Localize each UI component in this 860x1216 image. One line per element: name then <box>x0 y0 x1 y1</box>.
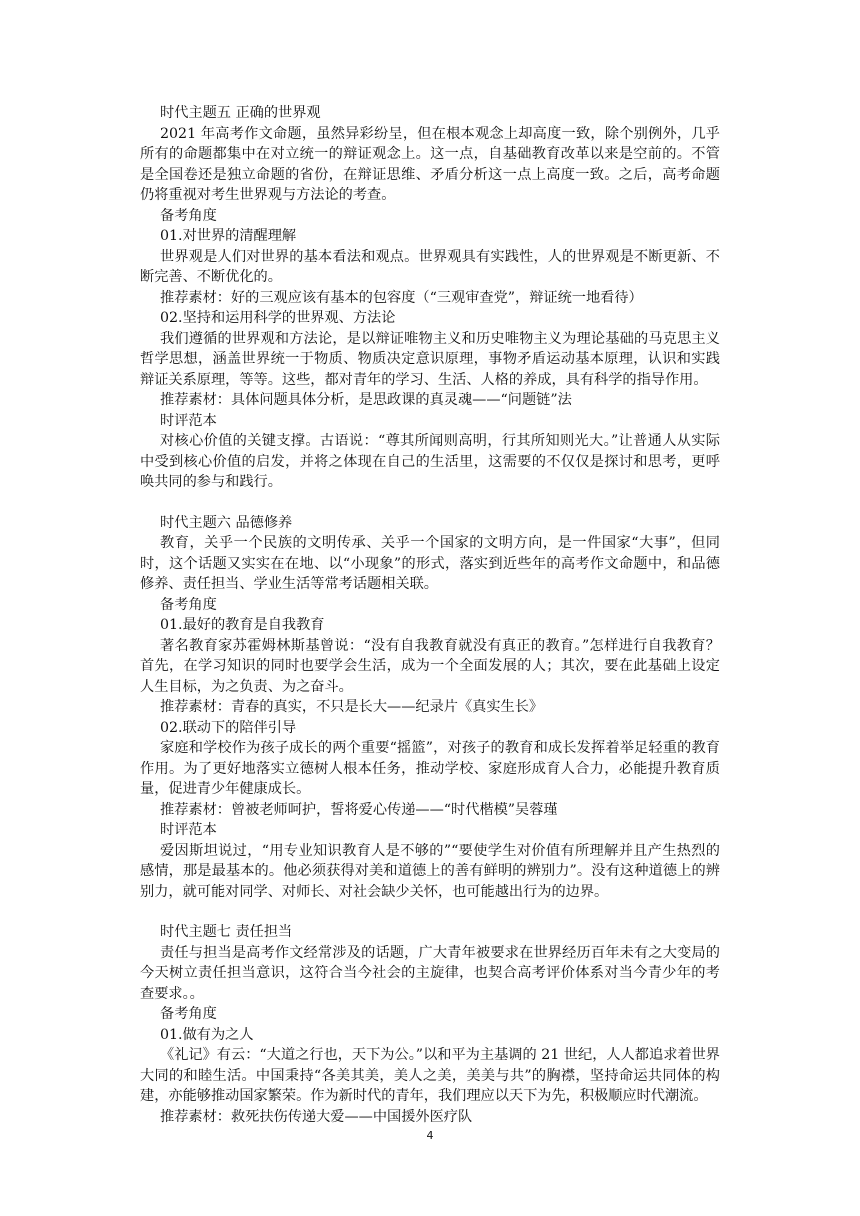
prep-label: 备考角度 <box>160 596 217 613</box>
angle-body: 《礼记》有云：“大道之行也，天下为公。”以和平为主基调的 21 世纪，人人都追求着世界大同的和睦生活。中国秉持“各美其美，美人之美，美美与共”的胸襟，坚持命运共同体的构建，亦能够推动国家繁荣。作为新时代的青年，我们理应以天下为先，积极顺应时代潮流。 <box>140 1047 720 1104</box>
section-intro: 责任与担当是高考作文经常涉及的话题，广大青年被要求在世界经历百年未有之大变局的今天树立责任担当意识，这符合当今社会的主旋律，也契合高考评价体系对当今青少年的考查要求。。 <box>140 944 720 1002</box>
angle-body: 我们遵循的世界观和方法论，是以辩证唯物主义和历史唯物主义为理论基础的马克思主义哲学思想，涵盖世界统一于物质、物质决定意识原理，事物矛盾运动基本原理，认识和实践辩证关系原理，等等。这些，都对青年的学习、生活、人格的养成，具有科学的指导作用。 <box>140 330 720 388</box>
section-intro: 教育，关乎一个民族的文明传承、关乎一个国家的文明方向，是一件国家“大事”，但同时，这个话题又实实在在地、以“小现象”的形式，落实到近些年的高考作文命题中，和品德修养、责任担当、学业生活等常考话题相关联。 <box>140 535 720 592</box>
section-theme-7 <box>140 922 720 1127</box>
review-text: 爱因斯坦说过，“用专业知识教育人是不够的”“要使学生对价值有所理解并且产生热烈的感情，那是最基本的。他必须获得对美和道德上的善有鲜明的辨别力”。没有这种道德上的辨别力，就可能对同学、对师长、对社会缺少关怀，也可能越出行为的边界。 <box>140 842 720 900</box>
angle-body: 家庭和学校作为孩子成长的两个重要“摇篮”，对孩子的教育和成长发挥着举足轻重的教育作用。为了更好地落实立德树人根本任务，推动学校、家庭形成育人合力，必能提升教育质量，促进青少年健康成长。 <box>140 740 720 797</box>
angle-title: 01.最好的教育是自我教育 <box>160 617 325 633</box>
section-title: 时代主题五 正确的世界观 <box>160 105 321 121</box>
angle-title: 01.对世界的清醒理解 <box>160 228 297 244</box>
review-text: 对核心价值的关键支撑。古语说：“尊其所闻则高明，行其所知则光大。”让普通人从实际中受到核心价值的启发，并将之体现在自己的生活里，这需要的不仅仅是探讨和思考，更呼唤共同的参与和践行。 <box>140 433 720 490</box>
angle-title: 02.坚持和运用科学的世界观、方法论 <box>160 310 396 326</box>
recommended-material: 推荐素材：好的三观应该有基本的包容度（“三观审查党”，辩证统一地看待） <box>160 289 643 306</box>
section-theme-6 <box>140 513 720 903</box>
recommended-material: 推荐素材：青春的真实，不只是长大——纪录片《真实生长》 <box>160 699 544 715</box>
prep-label: 备考角度 <box>160 1006 217 1022</box>
section-title: 时代主题六 品德修养 <box>160 514 293 531</box>
review-label: 时评范本 <box>160 822 217 838</box>
angle-body: 世界观是人们对世界的基本看法和观点。世界观具有实践性，人的世界观是不断更新、不断完善、不断优化的。 <box>140 248 720 285</box>
angle-body: 著名教育家苏霍姆林斯基曾说：“没有自我教育就没有真正的教育。”怎样进行自我教育？首先，在学习知识的同时也要学会生活，成为一个全面发展的人；其次，要在此基础上设定人生目标，为之负责、为之奋斗。 <box>140 637 720 695</box>
section-theme-5 <box>140 103 720 493</box>
document-body <box>140 103 720 1127</box>
angle-title: 01.做有为之人 <box>160 1026 254 1043</box>
prep-label: 备考角度 <box>160 207 217 224</box>
recommended-material: 推荐素材：救死扶伤传递大爱——中国援外医疗队 <box>160 1108 473 1125</box>
angle-title: 02.联动下的陪伴引导 <box>160 719 297 736</box>
recommended-material: 推荐素材：曾被老师呵护，誓将爱心传递——“时代楷模”吴蓉瑾 <box>160 801 558 818</box>
review-label: 时评范本 <box>160 412 217 429</box>
page-number: 4 <box>426 1129 434 1142</box>
section-intro: 2021 年高考作文命题，虽然异彩纷呈，但在根本观念上却高度一致，除个别例外，几乎所有的命题都集中在对立统一的辩证观念上。这一点，自基础教育改革以来是空前的。不管是全国卷还是独立命题的省份，在辩证思维、矛盾分析这一点上高度一致。之后，高考命题仍将重视对考生世界观与方法论的考查。 <box>140 125 720 203</box>
recommended-material: 推荐素材：具体问题具体分析，是思政课的真灵魂——“问题链”法 <box>160 392 572 408</box>
section-title: 时代主题七 责任担当 <box>160 924 293 940</box>
